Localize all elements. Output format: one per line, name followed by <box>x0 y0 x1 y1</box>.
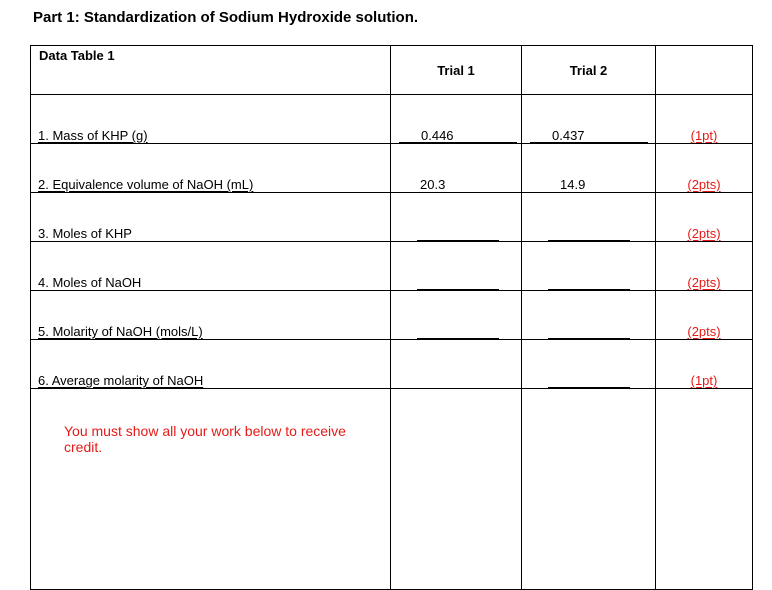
points-cell <box>656 144 753 193</box>
row-label-cell <box>31 193 391 242</box>
work-area-cell[interactable] <box>31 389 391 590</box>
work-area-points <box>656 389 753 590</box>
row-label: 3. Moles of KHP <box>38 226 132 241</box>
points-label: (1pt) <box>690 373 718 388</box>
row-label: 5. Molarity of NaOH (mols/L) <box>38 324 203 339</box>
trial2-cell[interactable] <box>522 144 656 193</box>
trial1-cell <box>391 340 522 389</box>
table-row <box>31 193 753 242</box>
trial2-value[interactable]: 0.437 <box>552 128 585 143</box>
work-area-row <box>31 389 753 590</box>
trial1-value[interactable]: 20.3 <box>420 177 446 192</box>
work-area-trial2[interactable] <box>522 389 656 590</box>
trial2-cell[interactable] <box>522 291 656 340</box>
table-title: Data Table 1 <box>31 46 391 95</box>
trial2-value[interactable]: 14.9 <box>560 177 586 192</box>
points-label: (2pts) <box>687 324 721 339</box>
table-row <box>31 340 753 389</box>
table-header-row <box>31 46 753 95</box>
row-label-cell <box>31 242 391 291</box>
trial2-cell[interactable] <box>522 193 656 242</box>
row-label: 1. Mass of KHP (g) <box>38 128 148 143</box>
trial2-cell[interactable] <box>522 340 656 389</box>
points-cell <box>656 291 753 340</box>
points-label: (2pts) <box>687 177 721 192</box>
trial1-cell[interactable] <box>391 193 522 242</box>
row-label: 6. Average molarity of NaOH <box>38 373 204 388</box>
points-cell <box>656 95 753 144</box>
points-label: (2pts) <box>687 226 721 241</box>
trial1-cell[interactable] <box>391 95 522 144</box>
work-area-trial1[interactable] <box>391 389 522 590</box>
trial1-value[interactable]: 0.446 <box>421 128 454 143</box>
trial1-cell[interactable] <box>391 144 522 193</box>
points-label: (2pts) <box>687 275 721 290</box>
page-heading: Part 1: Standardization of Sodium Hydroxide solution. <box>33 9 419 26</box>
row-label: 2. Equivalence volume of NaOH (mL) <box>38 177 254 192</box>
trial2-cell[interactable] <box>522 95 656 144</box>
row-label-cell <box>31 144 391 193</box>
row-label: 4. Moles of NaOH <box>38 275 142 290</box>
table-row <box>31 291 753 340</box>
col-header-points <box>656 46 753 95</box>
points-cell <box>656 242 753 291</box>
table-row <box>31 242 753 291</box>
col-header-trial1: Trial 1 <box>391 46 522 95</box>
row-label-cell <box>31 291 391 340</box>
table-row <box>31 95 753 144</box>
points-label: (1pt) <box>690 128 718 143</box>
data-table <box>30 45 753 590</box>
trial1-cell[interactable] <box>391 291 522 340</box>
row-label-cell <box>31 340 391 389</box>
col-header-trial2: Trial 2 <box>522 46 656 95</box>
trial2-cell[interactable] <box>522 242 656 291</box>
trial1-cell[interactable] <box>391 242 522 291</box>
points-cell <box>656 340 753 389</box>
table-row <box>31 144 753 193</box>
work-note: You must show all your work below to receive credit. <box>64 423 346 455</box>
row-label-cell <box>31 95 391 144</box>
points-cell <box>656 193 753 242</box>
